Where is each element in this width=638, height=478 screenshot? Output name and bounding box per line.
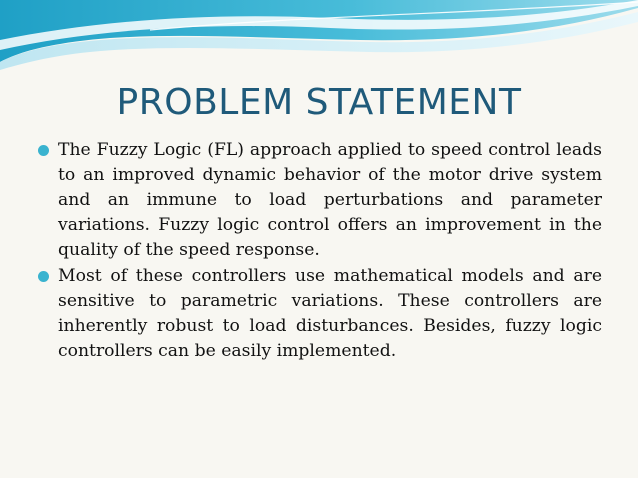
bullet-dot-icon bbox=[38, 145, 49, 156]
bullet-dot-icon bbox=[38, 271, 49, 282]
bullet-text: Most of these controllers use mathematical models and are sensitive to parametric variations. These controllers are inherently robust to load disturbances. Besides, fuzzy logic controllers can be easily implemented. bbox=[58, 266, 602, 361]
bullet-text: The Fuzzy Logic (FL) approach applied to speed control leads to an improved dynamic behavior of the motor drive system and an immune to load perturbations and parameter variations. Fuzzy logic control offers an improvement in the quality of the speed response. bbox=[58, 140, 602, 260]
header-wave-decoration bbox=[0, 0, 638, 80]
slide-title: PROBLEM STATEMENT bbox=[116, 82, 522, 123]
bullet-list bbox=[38, 138, 602, 364]
bullet-item bbox=[38, 138, 602, 263]
bullet-item bbox=[38, 264, 602, 364]
